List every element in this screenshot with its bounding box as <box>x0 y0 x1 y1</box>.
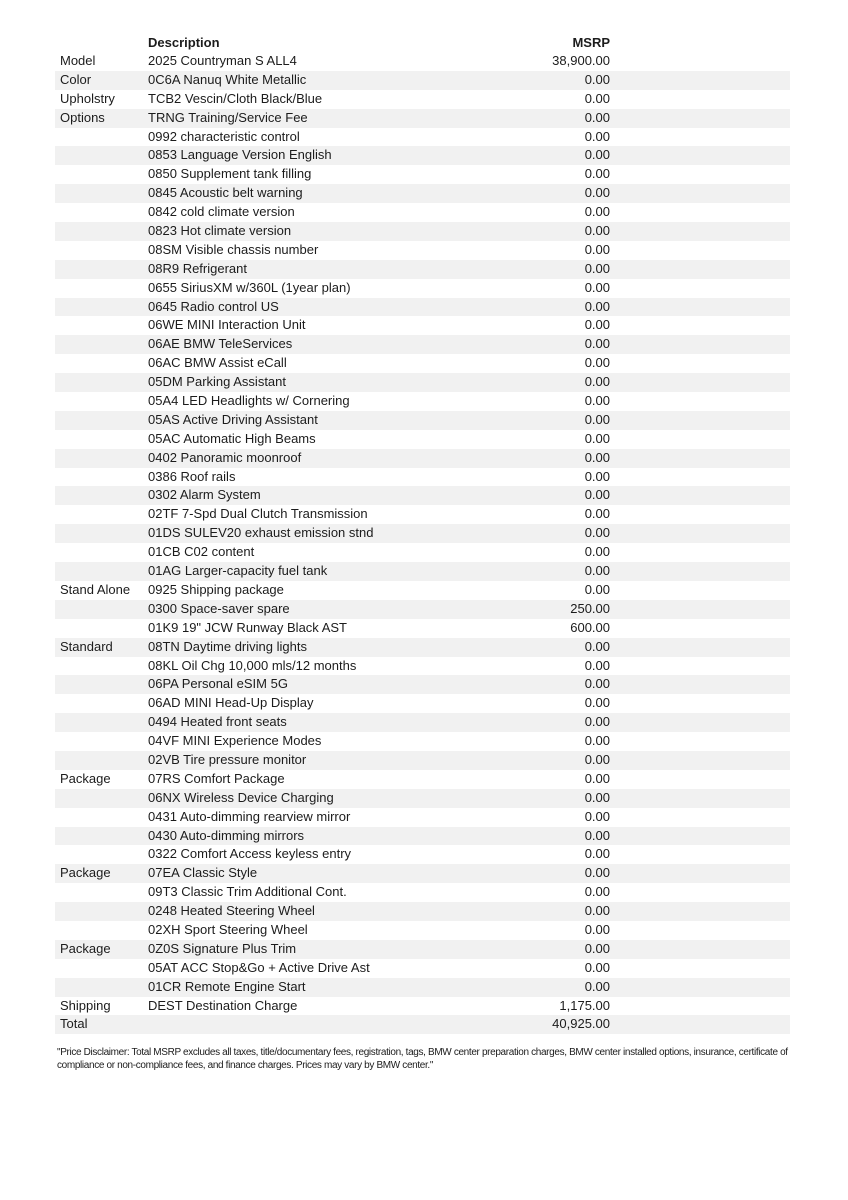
description-cell: 06WE MINI Interaction Unit <box>148 317 306 333</box>
row-right-spacer <box>610 845 790 864</box>
msrp-cell: 0.00 <box>584 940 610 956</box>
description-cell: 2025 Countryman S ALL4 <box>148 53 297 68</box>
category-cell <box>55 468 148 487</box>
msrp-cell: 0.00 <box>584 298 610 314</box>
description-cell: 09T3 Classic Trim Additional Cont. <box>148 884 347 900</box>
category-cell: Stand Alone <box>60 581 131 597</box>
row-right-spacer <box>610 222 790 241</box>
category-cell <box>55 335 148 354</box>
msrp-cell: 0.00 <box>584 903 610 919</box>
category-cell <box>55 241 148 260</box>
msrp-cell: 0.00 <box>584 714 610 730</box>
table-header-row <box>55 33 790 52</box>
description-cell: 0845 Acoustic belt warning <box>148 185 303 201</box>
description-cell: 0842 cold climate version <box>148 204 295 220</box>
table-row <box>55 392 790 411</box>
msrp-cell: 0.00 <box>584 109 610 125</box>
table-row <box>55 146 790 165</box>
description-cell: 0655 SiriusXM w/360L (1year plan) <box>148 279 351 295</box>
msrp-cell: 0.00 <box>584 884 610 900</box>
category-cell: Model <box>60 53 96 68</box>
msrp-cell: 0.00 <box>584 317 610 333</box>
category-cell <box>55 845 148 864</box>
description-cell: 01CB C02 content <box>148 544 255 560</box>
description-cell: 08TN Daytime driving lights <box>148 638 307 654</box>
category-cell: Package <box>60 865 111 881</box>
row-right-spacer <box>610 90 790 109</box>
price-disclaimer: "Price Disclaimer: Total MSRP excludes all taxes, title/documentary fees, registration, tags, BMW center preparation charges, BMW center installed options, insurance, certificate of compliance or non-compliance fees, and finance charges. Prices may vary by BMW center." <box>57 1047 788 1071</box>
msrp-cell: 1,175.00 <box>559 997 610 1013</box>
category-cell <box>55 619 148 638</box>
category-cell <box>55 128 148 147</box>
description-cell: 06PA Personal eSIM 5G <box>148 676 288 692</box>
category-cell <box>55 146 148 165</box>
category-cell <box>55 808 148 827</box>
table-row <box>55 316 790 335</box>
table-row <box>55 449 790 468</box>
row-right-spacer <box>610 959 790 978</box>
table-row <box>55 354 790 373</box>
msrp-cell: 40,925.00 <box>552 1016 610 1032</box>
table-row <box>55 128 790 147</box>
table-row <box>55 335 790 354</box>
category-cell <box>55 354 148 373</box>
row-right-spacer <box>610 694 790 713</box>
category-cell <box>55 600 148 619</box>
table-row <box>55 505 790 524</box>
table-row <box>55 260 790 279</box>
table-row <box>55 694 790 713</box>
row-right-spacer <box>610 279 790 298</box>
table-row <box>55 241 790 260</box>
row-right-spacer <box>610 316 790 335</box>
table-row <box>55 959 790 978</box>
row-right-spacer <box>610 486 790 505</box>
description-cell: 0992 characteristic control <box>148 128 300 144</box>
description-cell: 01AG Larger-capacity fuel tank <box>148 563 328 579</box>
msrp-cell: 0.00 <box>584 279 610 295</box>
msrp-cell: 0.00 <box>584 544 610 560</box>
row-right-spacer <box>610 883 790 902</box>
msrp-cell: 0.00 <box>584 468 610 484</box>
description-cell: 0322 Comfort Access keyless entry <box>148 846 352 862</box>
category-cell <box>55 789 148 808</box>
row-right-spacer <box>610 732 790 751</box>
description-cell: 0386 Roof rails <box>148 468 236 484</box>
category-cell <box>55 486 148 505</box>
table-row <box>55 921 790 940</box>
table-row <box>55 298 790 317</box>
row-right-spacer <box>610 657 790 676</box>
description-cell: 0431 Auto-dimming rearview mirror <box>148 808 351 824</box>
table-row <box>55 600 790 619</box>
description-cell: 04VF MINI Experience Modes <box>148 733 322 749</box>
table-row <box>55 978 790 997</box>
row-right-spacer <box>610 449 790 468</box>
table-row <box>55 373 790 392</box>
table-row <box>55 279 790 298</box>
header-right-spacer <box>610 33 790 52</box>
description-cell: TRNG Training/Service Fee <box>148 109 308 125</box>
table-row <box>55 109 790 128</box>
description-cell: 06AC BMW Assist eCall <box>148 355 287 371</box>
table-row <box>55 52 790 71</box>
msrp-cell: 0.00 <box>584 128 610 144</box>
description-cell <box>148 1015 470 1034</box>
description-cell: 01DS SULEV20 exhaust emission stnd <box>148 525 374 541</box>
msrp-cell: 0.00 <box>584 487 610 503</box>
msrp-cell: 0.00 <box>584 865 610 881</box>
category-cell <box>55 978 148 997</box>
msrp-cell: 0.00 <box>584 563 610 579</box>
description-cell: 08R9 Refrigerant <box>148 260 247 276</box>
row-right-spacer <box>610 260 790 279</box>
row-right-spacer <box>610 335 790 354</box>
row-right-spacer <box>610 298 790 317</box>
description-cell: 01CR Remote Engine Start <box>148 978 306 994</box>
msrp-cell: 0.00 <box>584 449 610 465</box>
msrp-cell: 0.00 <box>584 657 610 673</box>
description-cell: DEST Destination Charge <box>148 997 298 1013</box>
description-cell: 07EA Classic Style <box>148 865 258 881</box>
category-cell <box>55 373 148 392</box>
table-row <box>55 751 790 770</box>
category-cell: Shipping <box>60 997 111 1013</box>
msrp-cell: 0.00 <box>584 638 610 654</box>
table-row <box>55 713 790 732</box>
category-cell <box>55 543 148 562</box>
msrp-cell: 0.00 <box>584 166 610 182</box>
category-cell <box>55 430 148 449</box>
row-right-spacer <box>610 619 790 638</box>
table-row <box>55 864 790 883</box>
row-right-spacer <box>610 128 790 147</box>
category-cell <box>55 316 148 335</box>
category-cell <box>55 751 148 770</box>
msrp-cell: 0.00 <box>584 921 610 937</box>
category-cell: Options <box>60 109 105 125</box>
msrp-cell: 0.00 <box>584 808 610 824</box>
row-right-spacer <box>610 902 790 921</box>
description-cell: 0853 Language Version English <box>148 147 332 163</box>
category-cell: Package <box>60 940 111 956</box>
category-cell <box>55 713 148 732</box>
category-cell <box>55 657 148 676</box>
msrp-cell: 0.00 <box>584 676 610 692</box>
category-cell <box>55 827 148 846</box>
table-row <box>55 562 790 581</box>
description-cell: 0402 Panoramic moonroof <box>148 449 302 465</box>
category-cell <box>55 675 148 694</box>
msrp-cell: 0.00 <box>584 336 610 352</box>
row-right-spacer <box>610 430 790 449</box>
category-cell <box>55 562 148 581</box>
table-row <box>55 657 790 676</box>
table-row <box>55 90 790 109</box>
table-row <box>55 883 790 902</box>
description-cell: 0823 Hot climate version <box>148 223 292 239</box>
row-right-spacer <box>610 562 790 581</box>
msrp-cell: 0.00 <box>584 430 610 446</box>
description-column-header: Description <box>148 35 220 50</box>
table-row <box>55 902 790 921</box>
table-row <box>55 411 790 430</box>
row-right-spacer <box>610 600 790 619</box>
msrp-cell: 0.00 <box>584 846 610 862</box>
description-cell: 0925 Shipping package <box>148 581 284 597</box>
msrp-cell: 0.00 <box>584 506 610 522</box>
row-right-spacer <box>610 713 790 732</box>
msrp-cell: 0.00 <box>584 978 610 994</box>
msrp-cell: 0.00 <box>584 525 610 541</box>
row-right-spacer <box>610 808 790 827</box>
description-cell: 05AS Active Driving Assistant <box>148 411 318 427</box>
category-column-header <box>55 33 148 52</box>
row-right-spacer <box>610 864 790 883</box>
msrp-cell: 0.00 <box>584 789 610 805</box>
row-right-spacer <box>610 52 790 71</box>
msrp-cell: 0.00 <box>584 260 610 276</box>
category-cell <box>55 260 148 279</box>
table-row <box>55 770 790 789</box>
table-row <box>55 184 790 203</box>
description-cell: 02TF 7-Spd Dual Clutch Transmission <box>148 506 368 522</box>
table-row <box>55 430 790 449</box>
table-row <box>55 997 790 1016</box>
msrp-cell: 0.00 <box>584 204 610 220</box>
description-cell: 0302 Alarm System <box>148 487 261 503</box>
table-row <box>55 543 790 562</box>
row-right-spacer <box>610 146 790 165</box>
row-right-spacer <box>610 978 790 997</box>
category-cell <box>55 505 148 524</box>
table-row <box>55 827 790 846</box>
row-right-spacer <box>610 921 790 940</box>
table-row <box>55 165 790 184</box>
category-cell: Color <box>60 71 92 87</box>
msrp-cell: 0.00 <box>584 374 610 390</box>
row-right-spacer <box>610 770 790 789</box>
table-row <box>55 619 790 638</box>
category-cell <box>55 921 148 940</box>
table-body <box>55 52 790 1034</box>
row-right-spacer <box>610 203 790 222</box>
row-right-spacer <box>610 1015 790 1034</box>
category-cell <box>55 959 148 978</box>
msrp-cell: 0.00 <box>584 751 610 767</box>
table-row <box>55 468 790 487</box>
category-cell <box>55 449 148 468</box>
msrp-cell: 0.00 <box>584 71 610 87</box>
description-cell: 0248 Heated Steering Wheel <box>148 903 315 919</box>
pricing-document <box>55 33 790 1072</box>
row-right-spacer <box>610 392 790 411</box>
description-cell: 0430 Auto-dimming mirrors <box>148 827 305 843</box>
row-right-spacer <box>610 675 790 694</box>
row-right-spacer <box>610 997 790 1016</box>
row-right-spacer <box>610 109 790 128</box>
row-right-spacer <box>610 524 790 543</box>
category-cell: Package <box>60 770 111 786</box>
table-row <box>55 940 790 959</box>
description-cell: TCB2 Vescin/Cloth Black/Blue <box>148 90 323 106</box>
description-cell: 0300 Space-saver spare <box>148 600 290 616</box>
msrp-cell: 0.00 <box>584 90 610 106</box>
table-row <box>55 845 790 864</box>
msrp-cell: 38,900.00 <box>552 53 610 68</box>
table-row <box>55 486 790 505</box>
msrp-cell: 0.00 <box>584 185 610 201</box>
description-cell: 08KL Oil Chg 10,000 mls/12 months <box>148 657 357 673</box>
category-cell <box>55 165 148 184</box>
description-cell: 07RS Comfort Package <box>148 770 285 786</box>
description-cell: 06AE BMW TeleServices <box>148 336 293 352</box>
category-cell <box>55 298 148 317</box>
description-cell: 05A4 LED Headlights w/ Cornering <box>148 393 350 409</box>
msrp-cell: 600.00 <box>570 619 610 635</box>
table-row <box>55 581 790 600</box>
table-row <box>55 524 790 543</box>
category-cell <box>55 411 148 430</box>
row-right-spacer <box>610 373 790 392</box>
table-row <box>55 1015 790 1034</box>
row-right-spacer <box>610 789 790 808</box>
description-cell: 0850 Supplement tank filling <box>148 166 312 182</box>
category-cell <box>55 902 148 921</box>
description-cell: 06NX Wireless Device Charging <box>148 789 334 805</box>
description-cell: 02VB Tire pressure monitor <box>148 751 307 767</box>
description-cell: 0C6A Nanuq White Metallic <box>148 71 307 87</box>
row-right-spacer <box>610 543 790 562</box>
description-cell: 05AC Automatic High Beams <box>148 430 316 446</box>
row-right-spacer <box>610 505 790 524</box>
category-cell: Upholstry <box>60 90 115 106</box>
category-cell <box>55 732 148 751</box>
msrp-cell: 0.00 <box>584 411 610 427</box>
msrp-cell: 0.00 <box>584 393 610 409</box>
category-cell <box>55 524 148 543</box>
row-right-spacer <box>610 468 790 487</box>
msrp-cell: 0.00 <box>584 581 610 597</box>
description-cell: 02XH Sport Steering Wheel <box>148 921 308 937</box>
msrp-cell: 0.00 <box>584 223 610 239</box>
description-cell: 05AT ACC Stop&Go + Active Drive Ast <box>148 959 370 975</box>
table-row <box>55 222 790 241</box>
msrp-cell: 0.00 <box>584 147 610 163</box>
category-cell <box>55 222 148 241</box>
msrp-cell: 0.00 <box>584 770 610 786</box>
row-right-spacer <box>610 241 790 260</box>
row-right-spacer <box>610 165 790 184</box>
category-cell <box>55 184 148 203</box>
description-cell: 0494 Heated front seats <box>148 714 287 730</box>
table-row <box>55 789 790 808</box>
table-row <box>55 203 790 222</box>
description-cell: 05DM Parking Assistant <box>148 374 287 390</box>
msrp-cell: 0.00 <box>584 733 610 749</box>
category-cell <box>55 392 148 411</box>
row-right-spacer <box>610 354 790 373</box>
table-row <box>55 638 790 657</box>
description-cell: 0645 Radio control US <box>148 298 279 314</box>
row-right-spacer <box>610 581 790 600</box>
msrp-cell: 0.00 <box>584 355 610 371</box>
category-cell <box>55 279 148 298</box>
description-cell: 01K9 19" JCW Runway Black AST <box>148 619 347 635</box>
msrp-column-header: MSRP <box>572 35 610 50</box>
msrp-cell: 250.00 <box>570 600 610 616</box>
row-right-spacer <box>610 827 790 846</box>
category-cell <box>55 883 148 902</box>
msrp-cell: 0.00 <box>584 959 610 975</box>
row-right-spacer <box>610 71 790 90</box>
table-row <box>55 71 790 90</box>
row-right-spacer <box>610 638 790 657</box>
description-cell: 08SM Visible chassis number <box>148 241 319 257</box>
msrp-cell: 0.00 <box>584 827 610 843</box>
category-cell <box>55 694 148 713</box>
table-row <box>55 675 790 694</box>
msrp-cell: 0.00 <box>584 241 610 257</box>
msrp-cell: 0.00 <box>584 695 610 711</box>
row-right-spacer <box>610 184 790 203</box>
row-right-spacer <box>610 411 790 430</box>
table-row <box>55 732 790 751</box>
category-cell: Standard <box>60 638 113 654</box>
description-cell: 0Z0S Signature Plus Trim <box>148 940 297 956</box>
table-row <box>55 808 790 827</box>
category-cell <box>55 203 148 222</box>
description-cell: 06AD MINI Head-Up Display <box>148 695 314 711</box>
category-cell: Total <box>60 1016 88 1032</box>
row-right-spacer <box>610 940 790 959</box>
row-right-spacer <box>610 751 790 770</box>
